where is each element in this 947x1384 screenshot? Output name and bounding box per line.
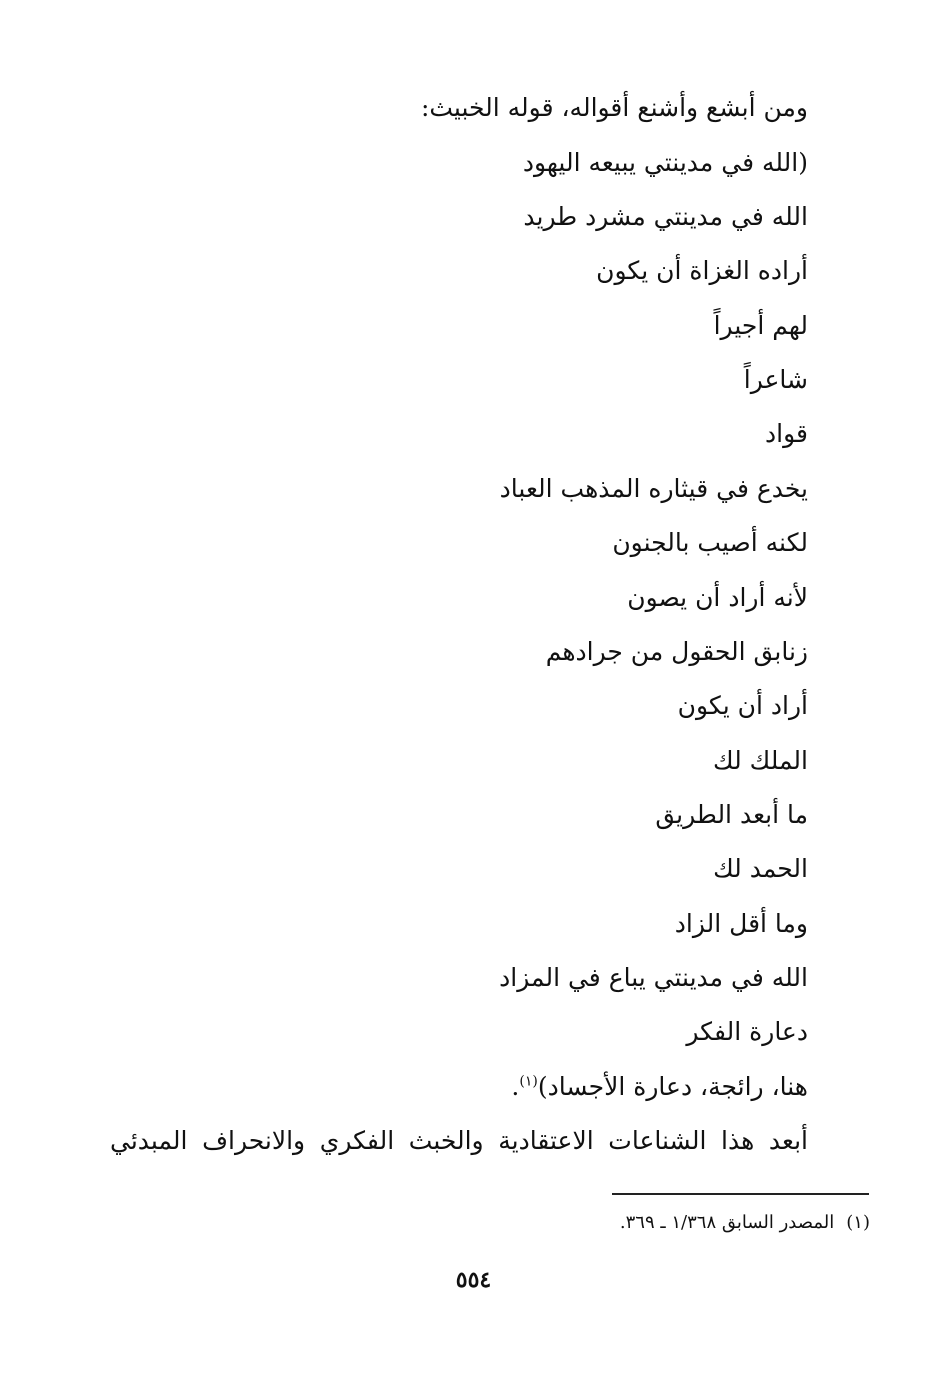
poem-line: لكنه أصيب بالجنون (612, 528, 808, 557)
poem-line: شاعراً (743, 365, 808, 394)
poem-line: (الله في مدينتي يبيعه اليهود (522, 148, 808, 177)
closing-line-text: هنا، رائجة، دعارة الأجساد) (537, 1072, 808, 1101)
poem-line: يخدع في قيثاره المذهب العباد (499, 474, 808, 503)
footnote-divider (612, 1193, 869, 1195)
text-line: ومن أبشع وأشنع أقواله، قوله الخبيث: (420, 93, 808, 122)
poem-line: الله في مدينتي مشرد طريد (523, 202, 808, 231)
poem-line: ما أبعد الطريق (655, 800, 808, 829)
poem-line: الملك لك (713, 746, 808, 775)
footnote-marker: (١) (846, 1212, 870, 1233)
poem-line: قواد (765, 419, 808, 448)
closing-line-punct: . (511, 1072, 520, 1101)
page-number: ٥٥٤ (455, 1267, 492, 1293)
poem-line: الله في مدينتي يباع في المزاد (499, 963, 808, 992)
poem-line: لهم أجيراً (713, 311, 808, 340)
poem-line: وما أقل الزاد (674, 909, 808, 938)
poem-line: لأنه أراد أن يصون (627, 583, 808, 612)
poem-line: أراده الغزاة أن يكون (596, 256, 808, 285)
poem-closing-line (511, 1069, 808, 1105)
footnote-reference: (١) (519, 1073, 538, 1090)
poem-line: زنابق الحقول من جرادهم (545, 637, 808, 666)
poem-line: الحمد لك (713, 854, 808, 883)
footnote-text: المصدر السابق ١/٣٦٨ ـ ٣٦٩. (619, 1212, 835, 1233)
text-line: أبعد هذا الشناعات الاعتقادية والخبث الفكري والانحراف المبدئي (110, 1126, 808, 1155)
poem-line: أراد أن يكون (677, 691, 808, 720)
footnote (620, 1209, 870, 1237)
poem-line: دعارة الفكر (686, 1017, 808, 1046)
